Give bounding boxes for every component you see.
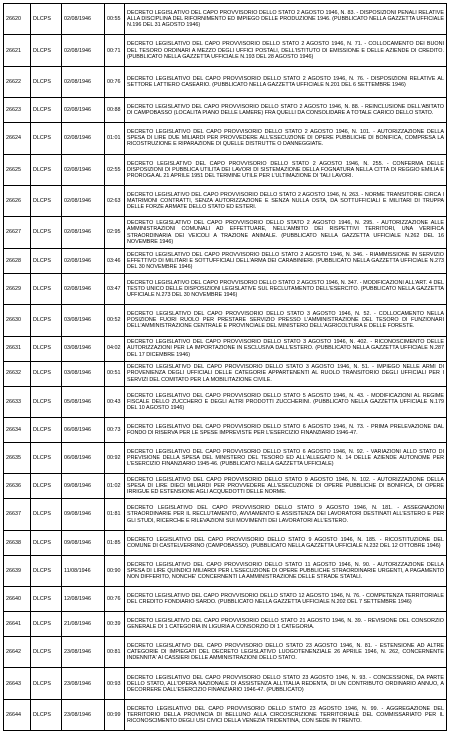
decree-number-cell: 02:95 <box>105 217 125 248</box>
decree-date-cell: 21/08/1946 <box>62 612 105 637</box>
decree-date-cell: 09/08/1946 <box>62 530 105 555</box>
table-row <box>4 668 447 699</box>
decree-type-cell: DLCPS <box>31 217 62 248</box>
decree-text-cell: DECRETO LEGISLATIVO DEL CAPO PROVVISORIO DELLO STATO 23 AGOSTO 1946, N. 81. - ESTENSIONE AD ALTRE CATEGORIE DI IMPIEGATI DEL DECRETO LEGISLATIVO LUOGOTENENZIALE 26 APRILE 1946, N. 262, CONCERNENTE INDENNITA' AI CASSIERI DELLE AMMINISTRAZIONI DELLO STATO. <box>125 637 447 668</box>
decree-type-cell: DLCPS <box>31 386 62 417</box>
decree-date-cell: 11/08/1946 <box>62 555 105 586</box>
decree-id-cell: 26632 <box>4 361 31 386</box>
decree-id-cell: 26640 <box>4 587 31 612</box>
decree-number-cell: 00:88 <box>105 98 125 123</box>
table-row <box>4 442 447 473</box>
decree-id-cell: 26641 <box>4 612 31 637</box>
decree-date-cell: 02/08/1946 <box>62 66 105 97</box>
table-row <box>4 530 447 555</box>
decree-number-cell: 01:01 <box>105 123 125 154</box>
decree-number-cell: 01:02 <box>105 474 125 499</box>
decree-text-cell: DECRETO LEGISLATIVO DEL CAPO PROVVISORIO DELLO STATO 23 AGOSTO 1946, N. 93. - CONCESSIONE, DA PARTE DELLO STATO, ALL'OPERA NAZIONALE DI ASSISTENZA ALL'ITALIA REDENTA, DI UN CONTRIBUTO ORDINARIO ANNUO, A DECORRERE DALL'ESERCIZIO FINANZIARIO 1946-47. (PUBBLICATO) <box>125 668 447 699</box>
decree-number-cell: 00:76 <box>105 587 125 612</box>
table-row <box>4 612 447 637</box>
decree-date-cell: 02/08/1946 <box>62 154 105 185</box>
decree-text-cell: DECRETO LEGISLATIVO DEL CAPO PROVVISORIO DELLO STATO 23 AGOSTO 1946, N. 99. - AGGREGAZIONE DEL TERRITORIO DELLA PROVINCIA DI BELLUNO ALLA CIRCOSCRIZIONE TERRITORIALE DEL COMMISSARIATO PER IL RICONOSCIMENTO DEGLI USI CIVICI DELLA VENEZIA TRIDENTINA, CON SEDE IN TRENTO. <box>125 699 447 730</box>
decree-date-cell: 02/08/1946 <box>62 273 105 304</box>
decree-id-cell: 26642 <box>4 637 31 668</box>
decree-date-cell: 02/08/1946 <box>62 98 105 123</box>
table-row <box>4 555 447 586</box>
decree-type-cell: DLCPS <box>31 699 62 730</box>
decree-number-cell: 00:81 <box>105 637 125 668</box>
decree-id-cell: 26623 <box>4 98 31 123</box>
decree-date-cell: 02/08/1946 <box>62 185 105 216</box>
decree-type-cell: DLCPS <box>31 305 62 336</box>
decree-text-cell: DECRETO LEGISLATIVO DEL CAPO PROVVISORIO DELLO STATO 2 AGOSTO 1946, N. 88. - REINCLUSIONE DELL'ABITATO DI CAMPOBASSO (LOCALITA PIANO DELLE LAMERE) FRA QUELLI DA CONSOLIDARE A TOTALE CARICO DELLO STATO. <box>125 98 447 123</box>
table-row <box>4 273 447 304</box>
decree-type-cell: DLCPS <box>31 612 62 637</box>
decree-text-cell: DECRETO LEGISLATIVO DEL CAPO PROVVISORIO DELLO STATO 2 AGOSTO 1946, N. 76. - DISPOSIZIONI RELATIVE AL SETTORE LATTIERO CASEARIO. (PUBBLICATO NELLA GAZZETTA UFFICIALE N.201 DEL 6 SETTEMBRE 1946) <box>125 66 447 97</box>
decree-text-cell: DECRETO LEGISLATIVO DEL CAPO PROVVISORIO DELLO STATO 6 AGOSTO 1946, N. 73. - PRIMA PRELEVAZIONE DAL FONDO DI RISERVA PER LE SPESE IMPREVISTE PER L'ESERCIZIO FINANZIARIO 1946-47. <box>125 417 447 442</box>
decree-text-cell: DECRETO LEGISLATIVO DEL CAPO PROVVISORIO DELLO STATO 11 AGOSTO 1946, N. 90. - AUTORIZZAZIONE DELLA SPESA DI LIRE QUINDICI MILIARDI PER L'ESECUZIONE DI OPERE PUBBLICHE STRAORDINARIE URGENTI, A PAGAMENTO NON DIFFERITO, NONCHE' CONCERNENTI LA AMMINISTRAZIONE DELLE STRADE STATALI. <box>125 555 447 586</box>
decree-date-cell: 03/08/1946 <box>62 361 105 386</box>
decree-date-cell: 09/08/1946 <box>62 499 105 530</box>
decree-type-cell: DLCPS <box>31 361 62 386</box>
decree-text-cell: DECRETO LEGISLATIVO DEL CAPO PROVVISORIO DELLO STATO 2 AGOSTO 1946, N. 83. - DISPOSIZIONI PENALI RELATIVE ALLA DISCIPLINA DEL RIFORNIMENTO ED IMPIEGO DELLE PRODUZIONE 1946. (PUBBLICATO NELLA GAZZETTA UFFICIALE N.196 DEL 31 AGOSTO 1946) <box>125 4 447 35</box>
decree-number-cell: 00:76 <box>105 66 125 97</box>
table-row <box>4 637 447 668</box>
decree-number-cell: 00:55 <box>105 4 125 35</box>
decree-type-cell: DLCPS <box>31 474 62 499</box>
decree-date-cell: 02/08/1946 <box>62 248 105 273</box>
decree-id-cell: 26621 <box>4 35 31 66</box>
table-row <box>4 386 447 417</box>
decree-id-cell: 26631 <box>4 336 31 361</box>
decree-text-cell: DECRETO LEGISLATIVO DEL CAPO PROVVISORIO DELLO STATO 5 AGOSTO 1946, N. 43. - MODIFICAZIONI AL REGIME FISCALE DELLO ZUCCHERO E DEGLI ALTRI PRODOTTI ZUCCHERINI. (PUBBLICATO NELLA GAZZETTA UFFICIALE N.179 DEL 10 AGOSTO 1946) <box>125 386 447 417</box>
decree-id-cell: 26644 <box>4 699 31 730</box>
decree-text-cell: DECRETO LEGISLATIVO DEL CAPO PROVVISORIO DELLO STATO 2 AGOSTO 1946, N. 347. - MODIFICAZIONI ALL'ART. 4 DEL TESTO UNICO DELLE DISPOSIZIONI LEGISLATIVE SUL RECLUTAMENTO DELL'ESERCITO. (PUBBLICATO NELLA GAZZETTA UFFICIALE N.273 DEL 30 NOVEMBRE 1946) <box>125 273 447 304</box>
table-row <box>4 587 447 612</box>
decree-id-cell: 26636 <box>4 474 31 499</box>
decree-text-cell: DECRETO LEGISLATIVO DEL CAPO PROVVISORIO DELLO STATO 2 AGOSTO 1946, N. 346. - RIAMMISSIONE IN SERVIZIO EFFETTIVO DI MILITARI E SOTTUFFICIALI DELL'ARMA DEI CARABINIERI. (PUBBLICATO NELLA GAZZETTA UFFICIALE N.273 DEL 30 NOVEMBRE 1946) <box>125 248 447 273</box>
decree-date-cell: 02/08/1946 <box>62 35 105 66</box>
decree-number-cell: 00:71 <box>105 35 125 66</box>
decree-number-cell: 03:46 <box>105 248 125 273</box>
decree-date-cell: 02/08/1946 <box>62 217 105 248</box>
decree-text-cell: DECRETO LEGISLATIVO DEL CAPO PROVVISORIO DELLO STATO 2 AGOSTO 1946, N. 263. - NORME TRANSITORIE CIRCA I MATRIMONI CONTRATTI, SENZA AUTORIZZAZIONE E SENZA NULLA OSTA, DA SOTTUFFICIALI E MILITARI DI TRUPPA DELLE FORZE ARMATE DELLO STATO ED ESTERI. <box>125 185 447 216</box>
decree-type-cell: DLCPS <box>31 273 62 304</box>
decree-type-cell: DLCPS <box>31 35 62 66</box>
decree-type-cell: DLCPS <box>31 668 62 699</box>
decree-type-cell: DLCPS <box>31 123 62 154</box>
decree-id-cell: 26627 <box>4 217 31 248</box>
decree-type-cell: DLCPS <box>31 530 62 555</box>
decree-type-cell: DLCPS <box>31 637 62 668</box>
decree-register-table <box>3 3 447 731</box>
decree-id-cell: 26643 <box>4 668 31 699</box>
decree-number-cell: 00:52 <box>105 305 125 336</box>
decree-id-cell: 26628 <box>4 248 31 273</box>
table-row <box>4 217 447 248</box>
decree-number-cell: 00:93 <box>105 668 125 699</box>
decree-id-cell: 26639 <box>4 555 31 586</box>
decree-id-cell: 26625 <box>4 154 31 185</box>
decree-type-cell: DLCPS <box>31 4 62 35</box>
decree-type-cell: DLCPS <box>31 248 62 273</box>
table-row <box>4 361 447 386</box>
decree-number-cell: 03:47 <box>105 273 125 304</box>
decree-id-cell: 26634 <box>4 417 31 442</box>
decree-number-cell: 00:43 <box>105 386 125 417</box>
decree-text-cell: DECRETO LEGISLATIVO DEL CAPO PROVVISORIO DELLO STATO 9 AGOSTO 1946, N. 102. - AUTORIZZAZIONE DELLA SPESA DI LIRE DIECI MILIARDI PER PROVVEDERE ALL'ESECUZIONE DI OPERE PUBBLICHE DI BONIFICA, DI OPERE IRRIGUE ED ESTENSIONE AGLI ACQUEDOTTI DELLE NORME. <box>125 474 447 499</box>
decree-date-cell: 02/08/1946 <box>62 4 105 35</box>
decree-number-cell: 01:81 <box>105 499 125 530</box>
table-row <box>4 123 447 154</box>
decree-id-cell: 26626 <box>4 185 31 216</box>
decree-date-cell: 23/08/1946 <box>62 668 105 699</box>
decree-number-cell: 00:92 <box>105 442 125 473</box>
decree-id-cell: 26635 <box>4 442 31 473</box>
decree-type-cell: DLCPS <box>31 417 62 442</box>
decree-number-cell: 00:99 <box>105 699 125 730</box>
decree-type-cell: DLCPS <box>31 587 62 612</box>
decree-id-cell: 26630 <box>4 305 31 336</box>
decree-date-cell: 03/08/1946 <box>62 336 105 361</box>
table-row <box>4 185 447 216</box>
decree-number-cell: 01:85 <box>105 530 125 555</box>
table-row <box>4 336 447 361</box>
decree-id-cell: 26624 <box>4 123 31 154</box>
decree-date-cell: 06/08/1946 <box>62 442 105 473</box>
table-row <box>4 248 447 273</box>
table-row <box>4 474 447 499</box>
table-row <box>4 305 447 336</box>
decree-type-cell: DLCPS <box>31 442 62 473</box>
decree-number-cell: 00:51 <box>105 361 125 386</box>
decree-date-cell: 23/08/1946 <box>62 699 105 730</box>
decree-type-cell: DLCPS <box>31 66 62 97</box>
table-row <box>4 66 447 97</box>
decree-type-cell: DLCPS <box>31 185 62 216</box>
decree-type-cell: DLCPS <box>31 555 62 586</box>
decree-text-cell: DECRETO LEGISLATIVO DEL CAPO PROVVISORIO DELLO STATO 3 AGOSTO 1946, N. 51. - IMPIEGO NELLE ARMI DI PROVENIENZA DEGLI UFFICIALI DELLE CATEGORIE APPARTENENTI AL RUOLO TRANSITORIO DEGLI UFFICIALI PER I SERVIZI DEL COMITATO PER LA MOBILITAZIONE CIVILE. <box>125 361 447 386</box>
decree-number-cell: 02:55 <box>105 154 125 185</box>
decree-type-cell: DLCPS <box>31 98 62 123</box>
table-row <box>4 35 447 66</box>
decree-type-cell: DLCPS <box>31 154 62 185</box>
table-row <box>4 499 447 530</box>
decree-type-cell: DLCPS <box>31 336 62 361</box>
decree-text-cell: DECRETO LEGISLATIVO DEL CAPO PROVVISORIO DELLO STATO 3 AGOSTO 1946, N. 402. - RICONOSCIMENTO DELLE AUTORIZZAZIONI PER LA IMPORTAZIONE IN ESCLUSIVA DALL'ESTERO. (PUBBLICATO NELLA GAZZETTA UFFICIALE N.287 DEL 17 DICEMBRE 1946) <box>125 336 447 361</box>
decree-date-cell: 03/08/1946 <box>62 305 105 336</box>
decree-text-cell: DECRETO LEGISLATIVO DEL CAPO PROVVISORIO DELLO STATO 2 AGOSTO 1946, N. 295. - AUTORIZZAZIONE ALLE AMMINISTRAZIONI COMUNALI AD EFFETTUARE, NELL'AMBITO DEI RISPETTIVI TERRITORI, UNA VERIFICA STRAORDINARIA DEI VEICOLI A TRAZIONE ANIMALE. (PUBBLICATO NELLA GAZZETTA UFFICIALE N.262 DEL 16 NOVEMBRE 1946) <box>125 217 447 248</box>
decree-id-cell: 26622 <box>4 66 31 97</box>
decree-number-cell: 00:90 <box>105 555 125 586</box>
decree-text-cell: DECRETO LEGISLATIVO DEL CAPO PROVVISORIO DELLO STATO 6 AGOSTO 1946, N. 92. - VARIAZIONI ALLO STATO DI PREVISIONE DELLA SPESA DEL MINISTERO DEL TESORO ED ALL'ALLEGATO N. 14 DELLE AZIENDE AUTONOME PER L'ESERCIZIO FINANZIARIO 1945-46. (PUBBLICATO NELLA GAZZETTA UFFICIALE) <box>125 442 447 473</box>
decree-text-cell: DECRETO LEGISLATIVO DEL CAPO PROVVISORIO DELLO STATO 21 AGOSTO 1946, N. 39. - REVISIONE DEL CONSORZIO GENERALE DI 1 CATEGORIA IN LIGURIA A CONSORZIO DI 1 CATEGORIA. <box>125 612 447 637</box>
decree-register-body <box>4 4 447 731</box>
decree-id-cell: 26637 <box>4 499 31 530</box>
decree-date-cell: 09/08/1946 <box>62 474 105 499</box>
table-row <box>4 4 447 35</box>
decree-number-cell: 00:73 <box>105 417 125 442</box>
decree-text-cell: DECRETO LEGISLATIVO DEL CAPO PROVVISORIO DELLO STATO 2 AGOSTO 1946, N. 255. - CONFERMA DELLE DISPOSIZIONI DI PUBBLICA UTILITA DEI LAVORI DI SISTEMAZIONE DELLA FOGNATURA NELLA CITTA DI REGGIO EMILIA E PROROGA AL 21 APRILE 1951 DEL TERMINE UTILE PER L'ULTIMAZIONE DI TALI LAVORI. <box>125 154 447 185</box>
decree-text-cell: DECRETO LEGISLATIVO DEL CAPO PROVVISORIO DELLO STATO 12 AGOSTO 1946, N. 76. - COMPETENZA TERRITORIALE DEL CREDITO FONDIARIO SARDO. (PUBBLICATO NELLA GAZZETTA UFFICIALE N.202 DEL 7 SETTEMBRE 1946) <box>125 587 447 612</box>
decree-id-cell: 26620 <box>4 4 31 35</box>
decree-date-cell: 12/08/1946 <box>62 587 105 612</box>
decree-text-cell: DECRETO LEGISLATIVO DEL CAPO PROVVISORIO DELLO STATO 2 AGOSTO 1946, N. 71. - COLLOCAMENTO DEI BUONI DEL TESORO ORDINARI A MEZZO DEGLI UFFICI POSTALI, DELL'ISTITUTO DI EMISSIONE E DELLE AZIENDE DI CREDITO. (PUBBLICATO NELLA GAZZETTA UFFICIALE N.193 DEL 28 AGOSTO 1946) <box>125 35 447 66</box>
decree-text-cell: DECRETO LEGISLATIVO DEL CAPO PROVVISORIO DELLO STATO 2 AGOSTO 1946, N. 101. - AUTORIZZAZIONE DELLA SPESA DI LIRE DUE MILIARDI PER PROVVEDERE ALL'ESECUZIONE DI OPERE PUBBLICHE DI BONIFICA, COMPRESA LA RICOSTRUZIONE E RIPARAZIONE DI QUELLE DISTRUTTE O DANNEGGIATE. <box>125 123 447 154</box>
table-row <box>4 98 447 123</box>
decree-date-cell: 23/08/1946 <box>62 637 105 668</box>
table-row <box>4 699 447 730</box>
decree-id-cell: 26629 <box>4 273 31 304</box>
table-row <box>4 154 447 185</box>
decree-text-cell: DECRETO LEGISLATIVO DEL CAPO PROVVISORIO DELLO STATO 9 AGOSTO 1946, N. 185. - RICOSTITUZIONE DEL COMUNE DI CASTELVERRINO (CAMPOBASSO). (PUBBLICATO NELLA GAZZETTA UFFICIALE N.232 DEL 12 OTTOBRE 1946) <box>125 530 447 555</box>
decree-type-cell: DLCPS <box>31 499 62 530</box>
decree-text-cell: DECRETO LEGISLATIVO DEL CAPO PROVVISORIO DELLO STATO 3 AGOSTO 1946, N. 52. - COLLOCAMENTO NELLA POSIZIONE FUORI RUOLO PER PRESTARE SERVIZIO PRESSO L'AMMINISTRAZIONE DEL TESORO DI FUNZIONARI DELL'AMMINISTRAZIONE CENTRALE E PROVINCIALE DEL MINISTERO DELL'AGRICOLTURA E DELLE FORESTE. <box>125 305 447 336</box>
decree-date-cell: 02/08/1946 <box>62 123 105 154</box>
table-row <box>4 417 447 442</box>
decree-id-cell: 26633 <box>4 386 31 417</box>
decree-number-cell: 00:39 <box>105 612 125 637</box>
decree-text-cell: DECRETO LEGISLATIVO DEL CAPO PROVVISORIO DELLO STATO 9 AGOSTO 1946, N. 181. - ASSEGNAZIONI STRAORDINARIE PER IL RECLUTAMENTO, AVVIAMENTO E ASSISTENZA DEI LAVORATORI DESTINATI ALL'ESTERO E PER GLI STUDI, RICERCHE E RILEVAZIONI SUI MOVIMENTI DEI LAVORATORI ALL'ESTERO. <box>125 499 447 530</box>
decree-number-cell: 02:63 <box>105 185 125 216</box>
decree-date-cell: 05/08/1946 <box>62 386 105 417</box>
decree-number-cell: 04:02 <box>105 336 125 361</box>
decree-date-cell: 06/08/1946 <box>62 417 105 442</box>
decree-id-cell: 26638 <box>4 530 31 555</box>
